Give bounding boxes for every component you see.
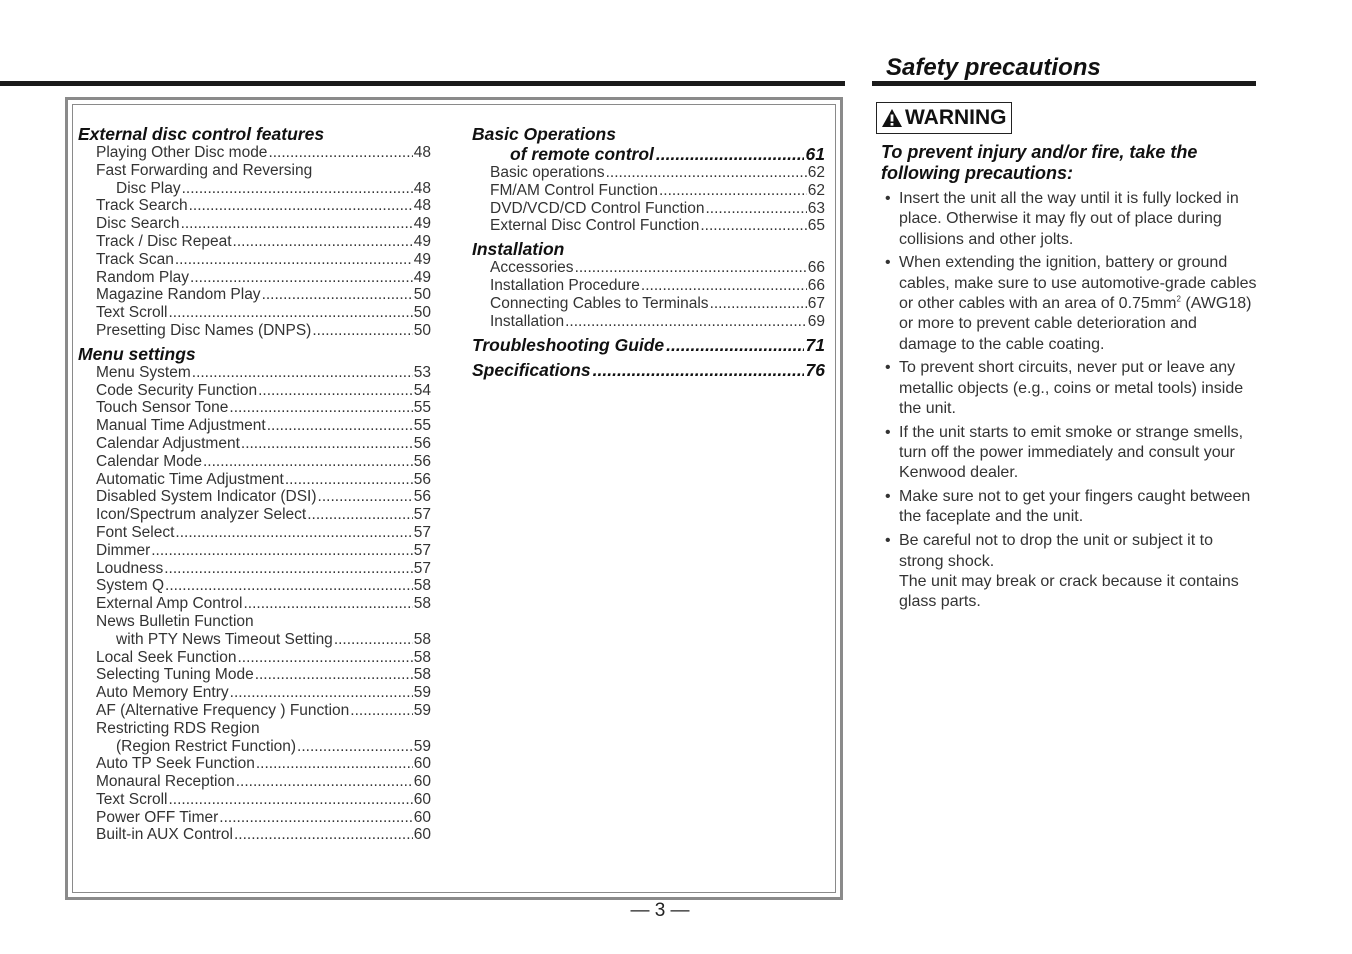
toc-leader-dots (267, 417, 413, 435)
toc-entry[interactable] (78, 286, 431, 304)
toc-page-number: 58 (413, 648, 431, 666)
toc-leader-dots (307, 506, 413, 524)
toc-entry[interactable] (78, 791, 431, 809)
toc-entry[interactable] (78, 435, 431, 453)
toc-entry-label: Loudness (96, 559, 164, 577)
toc-entry-label: Calendar Mode (96, 452, 202, 470)
toc-entry[interactable] (78, 826, 431, 844)
toc-page-number: 55 (413, 417, 431, 435)
toc-entry[interactable] (472, 217, 825, 235)
toc-entry-label: Selecting Tuning Mode (96, 666, 254, 684)
toc-entry-label: Code Security Function (96, 381, 258, 399)
toc-entry-label: External Disc Control Function (490, 217, 700, 235)
toc-leader-dots (666, 335, 803, 355)
toc-leader-dots (565, 313, 807, 331)
toc-entry-label: Automatic Time Adjustment (96, 470, 284, 488)
toc-entry-label: Disc Search (96, 215, 180, 233)
toc-entry-label: News Bulletin Function (96, 612, 254, 630)
warning-heading: To prevent injury and/or fire, take the following precautions: (881, 142, 1198, 183)
toc-entry[interactable] (78, 364, 431, 382)
warning-text: When extending the ignition, battery or ground cables, make sure to use automotive-grade cables or other cables with an area of 0.75mm (899, 254, 1257, 312)
toc-section-title: Basic Operations (472, 124, 616, 144)
toc-entry[interactable] (78, 180, 431, 198)
toc-page-number: 60 (413, 826, 431, 844)
toc-page-number: 49 (413, 268, 431, 286)
toc-page-number: 48 (413, 197, 431, 215)
toc-entry[interactable] (78, 382, 431, 400)
warning-list (885, 189, 1257, 616)
toc-leader-dots (255, 666, 413, 684)
toc-leader-dots (350, 702, 412, 720)
toc-page-number: 57 (413, 559, 431, 577)
toc-page-number: 53 (413, 363, 431, 381)
toc-entry (78, 720, 431, 738)
toc-entry[interactable] (472, 277, 825, 295)
toc-page-number: 48 (413, 179, 431, 197)
toc-entry-label: Basic operations (490, 164, 605, 181)
toc-leader-dots (219, 809, 412, 827)
toc-leader-dots (192, 364, 413, 382)
toc-entry[interactable] (78, 773, 431, 791)
toc-entry[interactable] (78, 233, 431, 251)
toc-page-number: 57 (413, 506, 431, 524)
toc-major-page: 76 (805, 360, 825, 381)
toc-entry-label: Connecting Cables to Terminals (490, 294, 709, 312)
toc-section-title: Installation (472, 239, 565, 260)
toc-page-number: 59 (413, 684, 431, 702)
toc-entry[interactable] (78, 251, 431, 269)
toc-page-number: 56 (413, 470, 431, 488)
toc-leader-dots (705, 200, 806, 218)
toc-leader-dots (229, 399, 412, 417)
warning-list-item (885, 423, 1257, 484)
toc-entry[interactable] (78, 631, 431, 649)
toc-entry-label: Fast Forwarding and Reversing (96, 161, 313, 179)
toc-page-number: 50 (413, 304, 431, 322)
toc-page-number: 49 (413, 250, 431, 268)
toc-entry-label: Installation (490, 312, 565, 330)
toc-entry[interactable] (78, 577, 431, 595)
bullet-icon: • (885, 488, 891, 506)
page-title: Safety precautions (886, 54, 1101, 81)
toc-major-entry[interactable] (472, 360, 825, 380)
warning-label: WARNING (905, 106, 1007, 129)
warning-label-box (876, 102, 1012, 134)
toc-entry-label: Dimmer (96, 541, 151, 559)
toc-entry-label: Icon/Spectrum analyzer Select (96, 506, 307, 524)
toc-entry (78, 613, 431, 631)
toc-entry-label: Track Search (96, 197, 188, 215)
toc-entry-label: AF (Alternative Frequency ) Function (96, 701, 350, 719)
toc-page-number: 57 (413, 541, 431, 559)
toc-entry[interactable] (78, 702, 431, 720)
toc-entry[interactable] (472, 182, 825, 200)
warning-list-item (885, 358, 1257, 419)
toc-entry-label: FM/AM Control Function (490, 181, 658, 199)
toc-leader-dots (169, 791, 413, 809)
toc-column-right (472, 124, 825, 380)
toc-major-entry[interactable] (472, 335, 825, 355)
toc-major-page: 61 (805, 144, 825, 164)
warning-text: (AWG18) or more to prevent cable deterioration and damage to the cable coating. (899, 294, 1252, 353)
toc-leader-dots (262, 286, 413, 304)
toc-leader-dots (243, 595, 412, 613)
toc-entry-label: DVD/VCD/CD Control Function (490, 199, 705, 217)
bullet-icon: • (885, 359, 891, 377)
toc-entry[interactable] (78, 197, 431, 215)
toc-entry-label: Restricting RDS Region (96, 719, 260, 737)
toc-leader-dots (285, 471, 413, 489)
toc-leader-dots (241, 435, 413, 453)
toc-entry-label: Power OFF Timer (96, 808, 219, 826)
toc-entry[interactable] (78, 666, 431, 684)
toc-entry[interactable] (472, 164, 825, 182)
toc-entry[interactable] (78, 269, 431, 287)
toc-page-number: 54 (413, 381, 431, 399)
toc-page-number: 55 (413, 399, 431, 417)
toc-leader-dots (175, 524, 412, 542)
bullet-icon: • (885, 254, 891, 272)
toc-entry-label: Built-in AUX Control (96, 826, 233, 844)
toc-entry[interactable] (472, 295, 825, 313)
toc-page-number: 49 (413, 215, 431, 233)
toc-page-number: 62 (807, 164, 825, 181)
toc-entry[interactable] (78, 542, 431, 560)
toc-leader-dots (258, 382, 413, 400)
toc-leader-dots (237, 649, 412, 667)
toc-entry-label: Disc Play (116, 179, 181, 197)
toc-leader-dots (203, 453, 413, 471)
toc-entry[interactable] (78, 755, 431, 773)
toc-leader-dots (700, 217, 806, 235)
bullet-icon: • (885, 190, 891, 207)
toc-entry[interactable] (78, 417, 431, 435)
toc-major-label: Troubleshooting Guide (472, 335, 665, 356)
toc-page-number: 59 (413, 701, 431, 719)
toc-leader-dots (312, 322, 412, 340)
toc-entry[interactable] (78, 322, 431, 340)
toc-entry-label: Accessories (490, 259, 574, 277)
toc-entry[interactable] (78, 215, 431, 233)
toc-entry[interactable] (78, 488, 431, 506)
toc-major-page: 71 (805, 335, 825, 356)
warning-triangle-icon (881, 108, 903, 128)
toc-leader-dots (189, 197, 413, 215)
toc-page-number: 58 (413, 595, 431, 613)
toc-entry[interactable] (78, 684, 431, 702)
page-number: — 3 — (630, 900, 690, 921)
warning-list-item (885, 487, 1257, 528)
warning-text: If the unit starts to emit smoke or strange smells, turn off the power immediately and consult your Kenwood dealer. (899, 423, 1244, 482)
toc-page-number: 63 (807, 199, 825, 217)
toc-page-number: 69 (807, 312, 825, 330)
toc-page-number: 57 (413, 523, 431, 541)
toc-leader-dots (230, 684, 413, 702)
toc-entry[interactable] (472, 200, 825, 218)
toc-entry[interactable] (78, 471, 431, 489)
toc-entry[interactable] (78, 453, 431, 471)
toc-page-number: 62 (807, 181, 825, 199)
toc-page-number: 48 (413, 144, 431, 161)
toc-entry[interactable] (472, 259, 825, 277)
toc-leader-dots (190, 269, 413, 287)
warning-text: Be careful not to drop the unit or subject it to strong shock. (899, 532, 1213, 570)
bullet-icon: • (885, 532, 891, 550)
toc-entry (78, 162, 431, 180)
toc-leader-dots (169, 304, 413, 322)
toc-section-title: External disc control features (78, 124, 325, 144)
toc-entry-label: Monaural Reception (96, 773, 235, 791)
toc-entry-label: Manual Time Adjustment (96, 417, 266, 435)
toc-entry-label: (Region Restrict Function) (116, 737, 297, 755)
toc-entry[interactable] (78, 506, 431, 524)
toc-leader-dots (710, 295, 807, 313)
warning-text: To prevent short circuits, never put or leave any metallic objects (e.g., coins or metal tools) inside the unit. (899, 359, 1244, 417)
toc-entry[interactable] (78, 304, 431, 322)
toc-leader-dots (318, 488, 413, 506)
toc-entry-label: External Amp Control (96, 595, 243, 613)
toc-entry-label: Auto Memory Entry (96, 684, 229, 702)
warning-list-item (885, 253, 1257, 354)
toc-entry-label: Track Scan (96, 250, 174, 268)
toc-page-number: 66 (807, 259, 825, 277)
toc-page-number: 60 (413, 808, 431, 826)
toc-entry-label: System Q (96, 577, 165, 595)
toc-leader-dots (165, 577, 413, 595)
toc-page-number: 50 (413, 286, 431, 304)
toc-leader-dots (297, 738, 413, 756)
toc-entry[interactable] (78, 809, 431, 827)
toc-entry[interactable] (78, 524, 431, 542)
toc-major-entry[interactable] (472, 144, 825, 164)
toc-entry-label: Touch Sensor Tone (96, 399, 229, 417)
toc-entry-label: Auto TP Seek Function (96, 755, 255, 773)
toc-column-left (78, 124, 431, 844)
toc-page-number: 50 (413, 321, 431, 339)
toc-leader-dots (606, 164, 807, 182)
toc-page-number: 67 (807, 294, 825, 312)
toc-major-label: of remote control (510, 144, 654, 164)
toc-leader-dots (151, 542, 413, 560)
warning-text: Insert the unit all the way until it is fully locked in place. Otherwise it may fly out of place during collisions and other jolts. (899, 190, 1239, 248)
toc-page-number: 59 (413, 737, 431, 755)
toc-leader-dots (182, 180, 413, 198)
toc-page-number: 65 (807, 217, 825, 235)
toc-entry-label: Magazine Random Play (96, 286, 261, 304)
header-rule-left (0, 81, 845, 86)
toc-entry[interactable] (78, 595, 431, 613)
warning-list-item (885, 189, 1257, 250)
toc-entry-label: Presetting Disc Names (DNPS) (96, 321, 312, 339)
toc-leader-dots (593, 360, 804, 380)
toc-major-label: Specifications (472, 360, 591, 381)
toc-entry-label: Menu System (96, 363, 191, 381)
toc-entry-label: Text Scroll (96, 304, 168, 322)
toc-section-title: Menu settings (78, 343, 196, 364)
toc-leader-dots (659, 182, 807, 200)
warning-extra-text: The unit may break or crack because it contains glass parts. (899, 572, 1239, 611)
toc-leader-dots (164, 560, 413, 578)
toc-leader-dots (268, 144, 412, 162)
toc-page-number: 58 (413, 630, 431, 648)
toc-entry-label: Font Select (96, 523, 175, 541)
toc-entry[interactable] (78, 560, 431, 578)
toc-leader-dots (181, 215, 413, 233)
toc-entry[interactable] (78, 144, 431, 162)
toc-page-number: 56 (413, 488, 431, 506)
toc-page-number: 58 (413, 577, 431, 595)
warning-text: Make sure not to get your fingers caught between the faceplate and the unit. (899, 488, 1251, 526)
toc-entry-label: Local Seek Function (96, 648, 237, 666)
toc-leader-dots (236, 773, 413, 791)
toc-page-number: 60 (413, 755, 431, 773)
toc-page-number: 56 (413, 434, 431, 452)
toc-entry[interactable] (78, 738, 431, 756)
toc-leader-dots (234, 826, 413, 844)
toc-entry[interactable] (472, 313, 825, 331)
toc-entry-label: Disabled System Indicator (DSI) (96, 488, 317, 506)
bullet-icon: • (885, 423, 891, 441)
toc-leader-dots (175, 251, 413, 269)
toc-leader-dots (256, 755, 413, 773)
toc-entry-label: Playing Other Disc mode (96, 144, 268, 161)
toc-page-number: 49 (413, 232, 431, 250)
toc-entry-label: Calendar Adjustment (96, 434, 240, 452)
toc-entry-label: Installation Procedure (490, 276, 640, 294)
warning-superscript: 2 (1176, 294, 1181, 304)
toc-page-number: 60 (413, 773, 431, 791)
toc-entry-label: with PTY News Timeout Setting (116, 630, 333, 648)
toc-page-number: 56 (413, 452, 431, 470)
toc-leader-dots (656, 144, 804, 164)
toc-entry[interactable] (78, 399, 431, 417)
toc-leader-dots (641, 277, 807, 295)
toc-leader-dots (575, 259, 807, 277)
warning-list-item (885, 531, 1257, 612)
toc-entry[interactable] (78, 649, 431, 667)
toc-page-number: 58 (413, 666, 431, 684)
toc-page-number: 66 (807, 276, 825, 294)
toc-entry-label: Text Scroll (96, 790, 168, 808)
toc-entry-label: Random Play (96, 268, 190, 286)
toc-entry-label: Track / Disc Repeat (96, 232, 232, 250)
toc-leader-dots (233, 233, 413, 251)
toc-leader-dots (334, 631, 413, 649)
toc-page-number: 60 (413, 790, 431, 808)
